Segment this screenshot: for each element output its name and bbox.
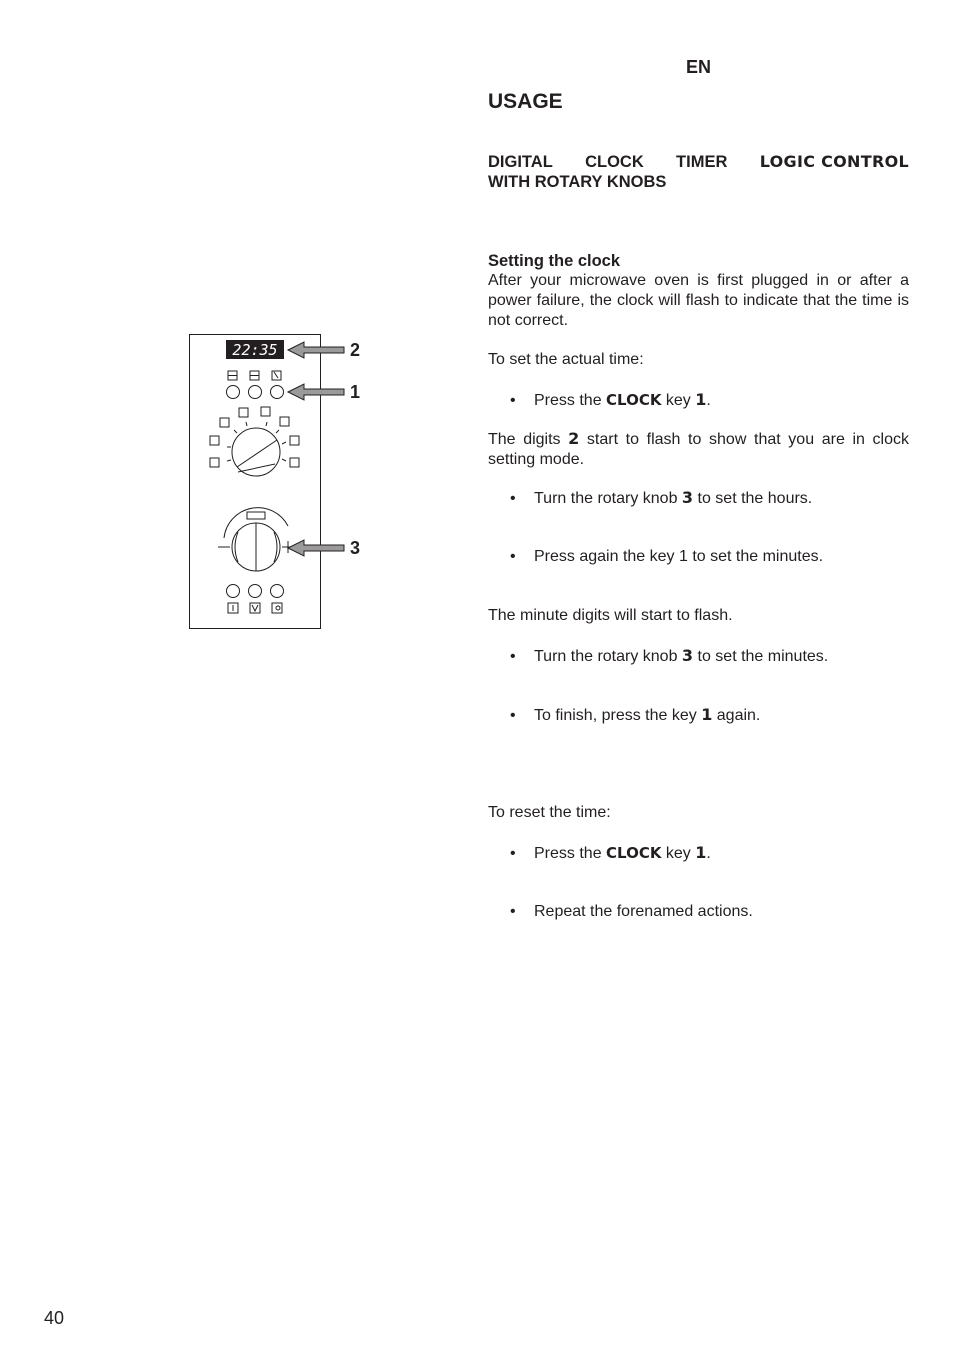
text: The digits	[488, 431, 569, 448]
text: Press the	[534, 845, 607, 862]
bullet-dot: •	[510, 392, 516, 409]
to-set-text: To set the actual time:	[488, 351, 644, 368]
text: Press again the key 1 to set the minutes.	[534, 548, 824, 565]
subtitle-line2: WITH ROTARY KNOBS	[488, 173, 667, 191]
bullet-dot: •	[510, 845, 516, 862]
subtitle-word: CLOCK	[585, 153, 644, 171]
clock-key-label: CLOCK	[606, 844, 662, 862]
text: Turn the rotary knob	[534, 490, 682, 507]
text: .	[706, 392, 711, 409]
text: again.	[712, 707, 761, 724]
subtitle-word: DIGITAL	[488, 153, 553, 171]
list-item	[510, 705, 760, 726]
callout-3: 3	[350, 538, 361, 558]
intro-paragraph: After your microwave oven is first plugged in or after a power failure, the clock will flash to indicate that the time is not correct.	[488, 272, 909, 329]
list-item	[510, 902, 753, 922]
callout-2: 2	[350, 340, 361, 360]
section-subtitle	[488, 152, 909, 192]
bullet-dot: •	[510, 707, 516, 724]
bullet-dot: •	[510, 548, 516, 565]
digits-paragraph	[488, 429, 909, 470]
control-panel-figure	[180, 326, 380, 638]
bullet-dot: •	[510, 903, 516, 920]
list-item	[510, 843, 711, 864]
bullet-dot: •	[510, 490, 516, 507]
list-item	[510, 547, 823, 567]
clock-key-label: CLOCK	[606, 391, 662, 409]
text: Press the	[534, 392, 607, 409]
minute-paragraph: The minute digits will start to flash.	[488, 607, 733, 624]
bullet-dot: •	[510, 648, 516, 665]
language-label: EN	[686, 57, 712, 77]
callout-1: 1	[350, 382, 361, 402]
text: To finish, press the key	[534, 707, 702, 724]
page-title: USAGE	[488, 90, 563, 113]
text: Turn the rotary knob	[534, 648, 682, 665]
text: start to flash to show that you are in clock setting mode.	[488, 431, 910, 468]
digits-number: 2	[568, 429, 580, 448]
section-heading: Setting the clock	[488, 252, 621, 270]
text: key	[661, 392, 696, 409]
subtitle-logic-control: LOGIC CONTROL	[759, 152, 909, 171]
text: Repeat the forenamed actions.	[534, 903, 753, 920]
list-item	[510, 646, 828, 667]
display-time: 22:35	[232, 341, 278, 359]
text: to set the hours.	[693, 490, 813, 507]
key-number: 1	[695, 390, 707, 409]
section-block	[488, 251, 909, 331]
knob-number: 3	[681, 646, 694, 665]
knob-number: 3	[681, 488, 694, 507]
text: key	[661, 845, 696, 862]
list-item	[510, 488, 812, 509]
list-item	[510, 390, 711, 411]
page-number: 40	[44, 1308, 65, 1328]
text: to set the minutes.	[693, 648, 829, 665]
to-reset-text: To reset the time:	[488, 804, 611, 821]
subtitle-word: TIMER	[676, 153, 728, 171]
text: .	[706, 845, 711, 862]
key-number: 1	[701, 705, 713, 724]
key-number: 1	[695, 843, 707, 862]
